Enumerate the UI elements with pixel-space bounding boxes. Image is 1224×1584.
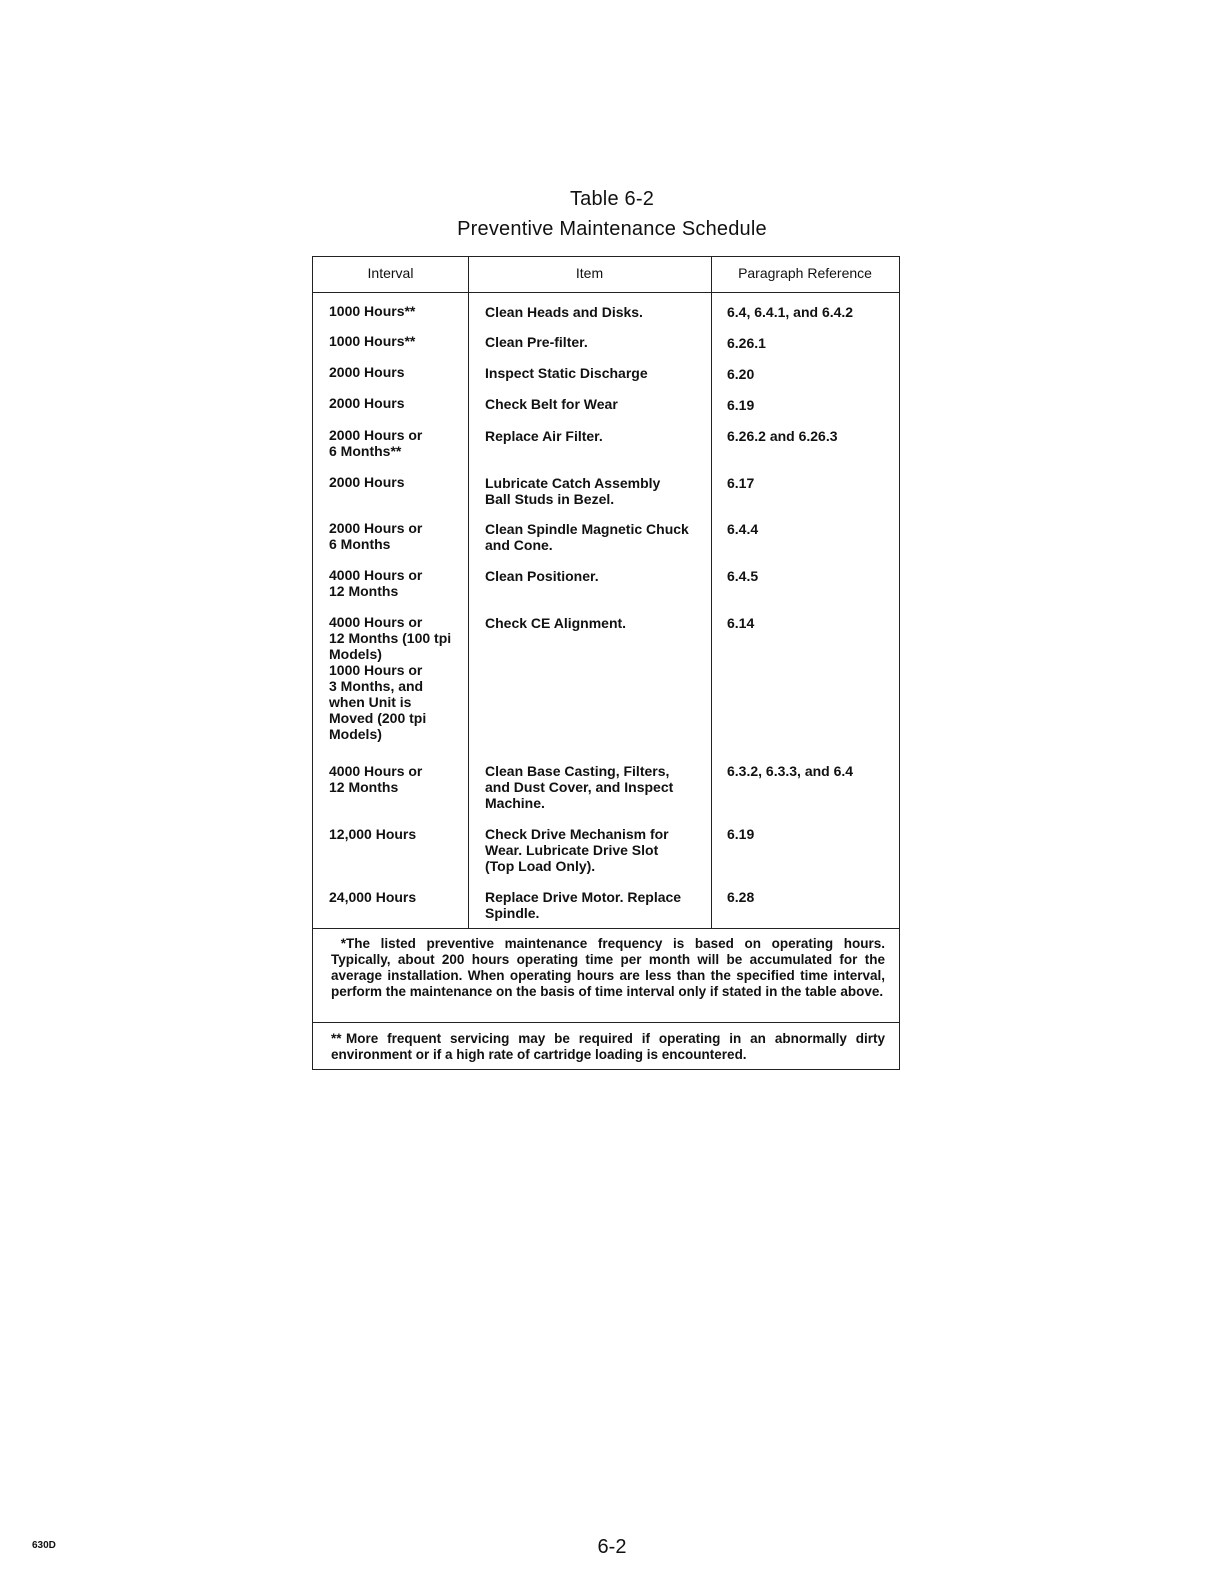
page-number: 6-2: [597, 1536, 627, 1558]
reference-cell: 6.26.2 and 6.26.3: [727, 428, 838, 444]
reference-cell: 6.19: [727, 397, 755, 413]
reference-cell: 6.14: [727, 615, 755, 631]
item-cell: Inspect Static Discharge: [485, 365, 648, 381]
item-cell: Clean Pre-filter.: [485, 334, 588, 350]
item-cell: Replace Air Filter.: [485, 428, 603, 444]
header-interval: Interval: [367, 265, 414, 281]
footnote-frequent-servicing: [331, 1031, 885, 1063]
interval-cell: 2000 Hours: [329, 474, 405, 490]
reference-cell: 6.26.1: [727, 335, 766, 351]
interval-cell: 1000 Hours**: [329, 333, 416, 349]
item-cell: Replace Drive Motor. Replace Spindle.: [485, 889, 682, 921]
maintenance-table: [312, 256, 900, 1070]
header-reference: Paragraph Reference: [738, 265, 872, 281]
table-number: Table 6-2: [569, 188, 655, 210]
interval-cell: 4000 Hours or 12 Months: [329, 763, 423, 795]
header-item: Item: [575, 265, 604, 281]
item-cell: Clean Base Casting, Filters, and Dust Cover, and Inspect Machine.: [485, 763, 674, 811]
table-title: Preventive Maintenance Schedule: [457, 218, 767, 240]
interval-cell: 2000 Hours or 6 Months: [329, 520, 423, 552]
item-cell: Check CE Alignment.: [485, 615, 627, 631]
reference-cell: 6.17: [727, 475, 755, 491]
item-cell: Check Belt for Wear: [485, 396, 618, 412]
header-rule: [313, 292, 899, 293]
interval-cell: 12,000 Hours: [329, 826, 417, 842]
notes-divider: [313, 1022, 899, 1023]
notes-rule: [313, 928, 899, 929]
interval-cell: 4000 Hours or 12 Months (100 tpi Models) 1000 Hours or 3 Months, and when Unit is Moved (200 tpi Models): [329, 614, 452, 742]
interval-cell: 2000 Hours: [329, 395, 405, 411]
footnote-text: The listed preventive maintenance frequency is based on operating hours. Typically, about 200 hours operating time per month will be accumulated for the average installation. When operating hours are less than the specified time interval, perform the maintenance on the basis of time interval only if stated in the table above.: [331, 936, 885, 999]
reference-cell: 6.4.5: [727, 568, 759, 584]
footnote-marker: **: [331, 1031, 342, 1046]
item-cell: Clean Heads and Disks.: [485, 304, 643, 320]
item-cell: Clean Spindle Magnetic Chuck and Cone.: [485, 521, 689, 553]
interval-cell: 2000 Hours: [329, 364, 405, 380]
reference-cell: 6.4.4: [727, 521, 759, 537]
reference-cell: 6.3.2, 6.3.3, and 6.4: [727, 763, 854, 779]
reference-cell: 6.4, 6.4.1, and 6.4.2: [727, 304, 854, 320]
interval-cell: 1000 Hours**: [329, 303, 416, 319]
reference-cell: 6.19: [727, 826, 755, 842]
footnote-text: More frequent servicing may be required if operating in an abnormally dirty environment or if a high rate of cartridge loading is encountered.: [331, 1031, 885, 1062]
document-code: 630D: [32, 1540, 56, 1551]
reference-cell: 6.20: [727, 366, 755, 382]
item-cell: Check Drive Mechanism for Wear. Lubricate Drive Slot (Top Load Only).: [485, 826, 669, 874]
interval-cell: 24,000 Hours: [329, 889, 417, 905]
footnote-marker: *: [340, 936, 346, 951]
item-cell: Lubricate Catch Assembly Ball Studs in Bezel.: [485, 475, 661, 507]
interval-cell: 4000 Hours or 12 Months: [329, 567, 423, 599]
reference-cell: 6.28: [727, 889, 755, 905]
interval-cell: 2000 Hours or 6 Months**: [329, 427, 423, 459]
footnote-operating-hours: [331, 936, 885, 1000]
item-cell: Clean Positioner.: [485, 568, 599, 584]
